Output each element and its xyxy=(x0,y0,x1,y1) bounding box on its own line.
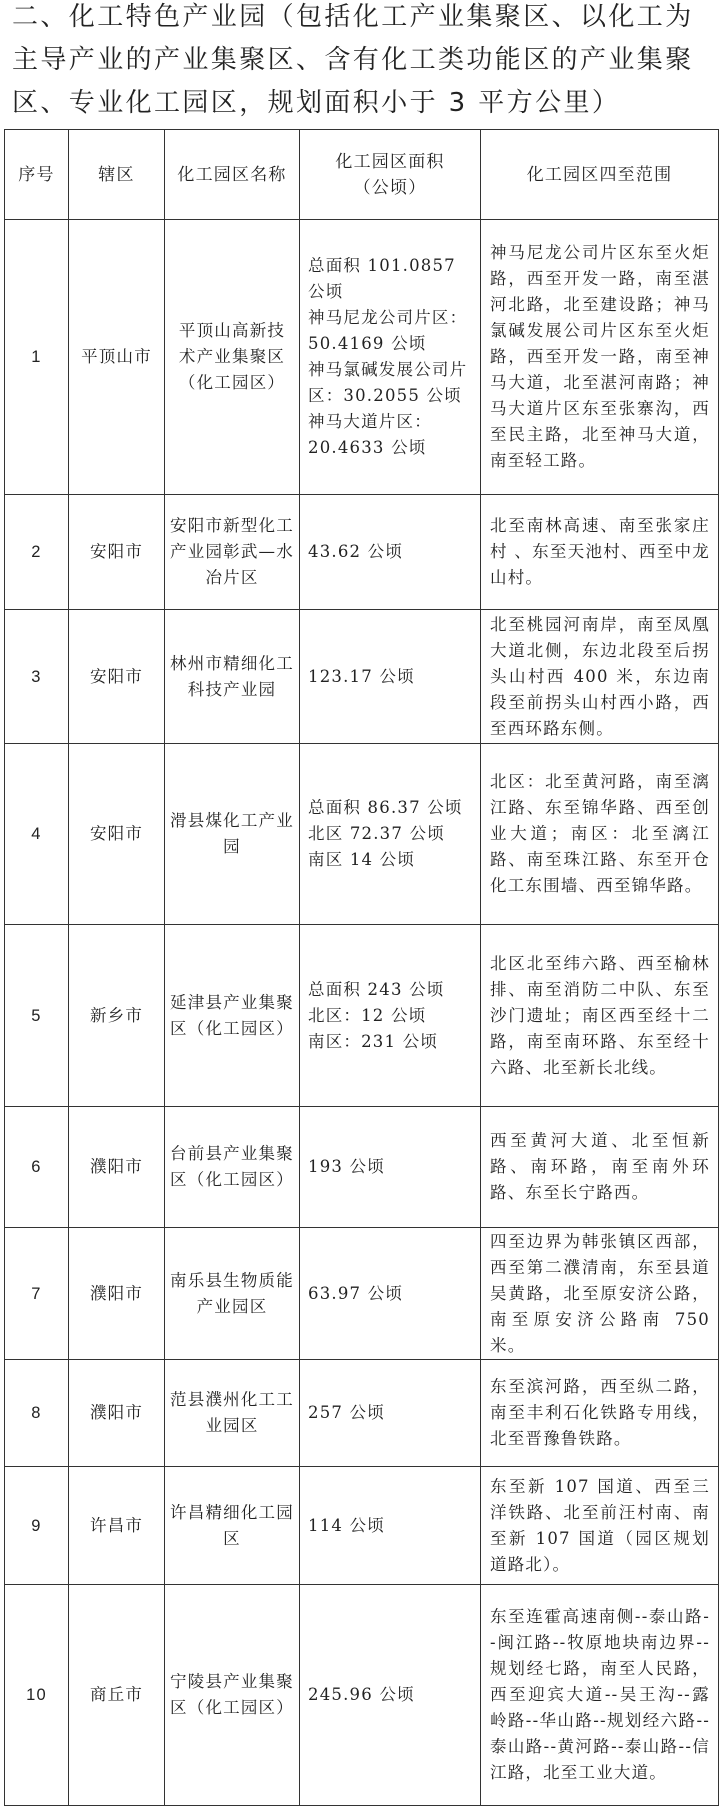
table-row xyxy=(5,1585,719,1806)
park-name-line: 台前县产业集聚 xyxy=(170,1144,294,1163)
row-area xyxy=(300,1585,481,1806)
row-area xyxy=(300,1228,481,1360)
table-row xyxy=(5,744,719,925)
area-line: 63.97 公顷 xyxy=(308,1283,404,1303)
park-name-line: （化工园区） xyxy=(178,373,286,392)
area-line: 245.96 公顷 xyxy=(308,1685,415,1704)
area-line: 北区：12 公顷 xyxy=(308,1005,427,1025)
row-number: 8 xyxy=(5,1360,69,1467)
park-name-line: 科技产业园 xyxy=(187,679,277,699)
section-heading: 二、化工特色产业园（包括化工产业集聚区、以化工为主导产业的产业集聚区、含有化工类功能区的产业集聚区、专业化工园区，规划面积小于 3 平方公里） xyxy=(12,2,694,118)
row-district: 安阳市 xyxy=(69,610,165,744)
row-district: 濮阳市 xyxy=(69,1360,165,1467)
row-district: 平顶山市 xyxy=(69,220,165,495)
park-name-line: 产业园彰武—水 xyxy=(170,542,294,561)
row-district: 濮阳市 xyxy=(69,1107,165,1228)
table-row xyxy=(5,220,719,495)
table-row xyxy=(5,1228,719,1360)
row-district: 许昌市 xyxy=(69,1467,165,1585)
row-area xyxy=(300,220,481,495)
row-park-name xyxy=(165,744,300,925)
row-area xyxy=(300,1107,481,1228)
row-number: 3 xyxy=(5,610,69,744)
row-district: 安阳市 xyxy=(69,495,165,610)
park-name-line: 产业园区 xyxy=(196,1296,268,1316)
row-number: 10 xyxy=(5,1585,69,1806)
row-number: 1 xyxy=(5,220,69,495)
table-header-row xyxy=(5,130,719,220)
row-boundary-scope: 北至南林高速、南至张家庄村 、东至天池村、西至中龙山村。 xyxy=(481,495,719,610)
header-no: 序号 xyxy=(5,130,69,220)
header-area-line1: 化工园区面积 xyxy=(335,151,445,172)
row-boundary-scope: 北区北至纬六路、西至榆林排、南至消防二中队、东至沙门遗址；南区西至经十二路，南至南环路、东至经十六路、北至新长北线。 xyxy=(481,925,719,1107)
row-area xyxy=(300,495,481,610)
park-name-line: 范县濮州化工工 xyxy=(170,1390,294,1409)
park-name-line: 业园区 xyxy=(205,1416,259,1435)
row-number: 7 xyxy=(5,1228,69,1360)
row-park-name xyxy=(165,1360,300,1467)
area-line: 神马大道片区： xyxy=(308,412,432,431)
row-park-name xyxy=(165,1107,300,1228)
park-name-line: 安阳市新型化工 xyxy=(170,516,294,535)
table-row xyxy=(5,925,719,1107)
row-district: 商丘市 xyxy=(69,1585,165,1806)
park-name-line: 宁陵县产业集聚 xyxy=(170,1672,294,1691)
row-boundary-scope: 北至桃园河南岸，南至凤凰大道北侧，东边北段至后拐头山村西 400 米，东边南段至前拐头山村西小路，西至西环路东侧。 xyxy=(481,610,719,744)
row-park-name xyxy=(165,925,300,1107)
row-number: 6 xyxy=(5,1107,69,1228)
header-area xyxy=(300,130,481,220)
row-number: 2 xyxy=(5,495,69,610)
row-district: 安阳市 xyxy=(69,744,165,925)
row-park-name xyxy=(165,495,300,610)
row-district: 濮阳市 xyxy=(69,1228,165,1360)
row-district: 新乡市 xyxy=(69,925,165,1107)
header-name: 化工园区名称 xyxy=(165,130,300,220)
row-area xyxy=(300,744,481,925)
row-number: 5 xyxy=(5,925,69,1107)
table-row xyxy=(5,495,719,610)
row-boundary-scope: 西至黄河大道、北至恒新路、南环路，南至南外环路、东至长宁路西。 xyxy=(481,1107,719,1228)
area-line: 193 公顷 xyxy=(308,1157,385,1176)
area-line: 43.62 公顷 xyxy=(308,542,404,561)
area-line: 257 公顷 xyxy=(308,1403,385,1422)
park-name-line: 区（化工园区） xyxy=(170,1018,294,1038)
area-line: 总面积 243 公顷 xyxy=(308,979,445,999)
row-area xyxy=(300,610,481,744)
area-line: 114 公顷 xyxy=(308,1515,385,1535)
park-name-line: 延津县产业集聚 xyxy=(170,992,294,1012)
table-row xyxy=(5,1107,719,1228)
row-boundary-scope: 东至连霍高速南侧--泰山路--闽江路--牧原地块南边界--规划经七路，南至人民路，西至迎宾大道--吴王沟--露岭路--华山路--规划经六路--泰山路--黄河路--泰山路--信江路，北至工业大道。 xyxy=(481,1585,719,1806)
table-body xyxy=(5,220,719,1806)
row-boundary-scope: 四至边界为韩张镇区西部，西至第二濮清南，东至县道吴黄路，北至原安济公路，南至原安济公路南 750 米。 xyxy=(481,1228,719,1360)
row-park-name xyxy=(165,1585,300,1806)
row-boundary-scope: 东至新 107 国道、西至三洋铁路、北至前汪村南、南至新 107 国道（园区规划道路北）。 xyxy=(481,1467,719,1585)
row-area xyxy=(300,1360,481,1467)
row-boundary-scope: 东至滨河路，西至纵二路，南至丰利石化铁路专用线，北至晋豫鲁铁路。 xyxy=(481,1360,719,1467)
park-name-line: 平顶山高新技 xyxy=(178,321,286,340)
park-name-line: 林州市精细化工 xyxy=(170,653,294,673)
park-name-line: 冶片区 xyxy=(205,568,259,587)
table-row xyxy=(5,1360,719,1467)
row-park-name xyxy=(165,610,300,744)
table-row xyxy=(5,610,719,744)
area-line: 20.4633 公顷 xyxy=(308,438,427,457)
row-boundary-scope: 北区：北至黄河路，南至漓江路、东至锦华路、西至创业大道；南区：北至漓江路、南至珠江路、东至开仓化工东围墙、西至锦华路。 xyxy=(481,744,719,925)
park-name-line: 许昌精细化工园 xyxy=(170,1502,294,1522)
area-line: 123.17 公顷 xyxy=(308,666,415,686)
park-name-line: 术产业集聚区 xyxy=(178,347,286,366)
row-park-name xyxy=(165,1467,300,1585)
area-line: 总面积 101.0857 公顷 xyxy=(308,256,456,301)
area-line: 区：30.2055 公顷 xyxy=(308,386,462,405)
row-park-name xyxy=(165,1228,300,1360)
header-area-line2: （公顷） xyxy=(353,177,427,198)
table-row xyxy=(5,1467,719,1585)
row-number: 4 xyxy=(5,744,69,925)
area-line: 南区 14 公顷 xyxy=(308,850,416,869)
row-park-name xyxy=(165,220,300,495)
park-name-line: 园 xyxy=(223,837,241,856)
row-number: 9 xyxy=(5,1467,69,1585)
area-line: 北区 72.37 公顷 xyxy=(308,824,445,843)
row-area xyxy=(300,1467,481,1585)
park-name-line: 区 xyxy=(223,1528,241,1548)
header-scope: 化工园区四至范围 xyxy=(481,130,719,220)
chemical-parks-table xyxy=(4,129,719,1806)
area-line: 神马尼龙公司片区： xyxy=(308,308,468,327)
park-name-line: 区（化工园区） xyxy=(170,1698,294,1717)
row-area xyxy=(300,925,481,1107)
header-district: 辖区 xyxy=(69,130,165,220)
area-line: 总面积 86.37 公顷 xyxy=(308,798,463,817)
row-boundary-scope: 神马尼龙公司片区东至火炬路，西至开发一路，南至湛河北路，北至建设路；神马氯碱发展公司片区东至火炬路，西至开发一路，南至神马大道，北至湛河南路；神马大道片区东至张寨沟，西至民主路，北至神马大道，南至轻工路。 xyxy=(481,220,719,495)
park-name-line: 南乐县生物质能 xyxy=(170,1270,294,1290)
area-line: 50.4169 公顷 xyxy=(308,334,427,353)
park-name-line: 区（化工园区） xyxy=(170,1170,294,1189)
area-line: 神马氯碱发展公司片 xyxy=(308,360,468,379)
area-line: 南区：231 公顷 xyxy=(308,1031,439,1051)
park-name-line: 滑县煤化工产业 xyxy=(170,811,294,830)
